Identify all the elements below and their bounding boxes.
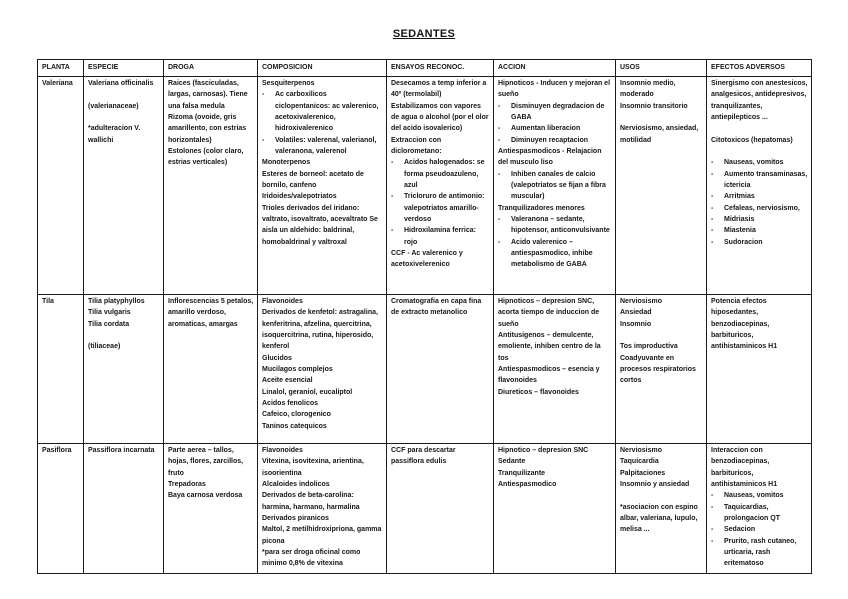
bullet-dash: - [498, 238, 501, 246]
paragraph: Esteres de borneol: acetato de bornilo, canfeno [262, 170, 364, 189]
spacer [88, 89, 160, 100]
bullet-dash: - [711, 503, 714, 511]
bullet-dash: - [711, 537, 714, 545]
cell-especie [84, 295, 164, 444]
paragraph: Parte aerea – tallos, hojas, flores, zarcillos, fruto [168, 447, 244, 477]
bullet-dash: - [711, 170, 714, 178]
paragraph: Flavonoides [262, 298, 303, 305]
bullet-dash: - [262, 136, 265, 144]
bullet-dash: - [498, 125, 501, 133]
paragraph: Vitexina, isovitexina, arientina, isoorientina [262, 458, 364, 477]
paragraph: Tranquilizadores menores [498, 204, 585, 212]
paragraph: Potencia efectos hiposedantes, benzodiacepinas, barbituricos, antihistaminicos H1 [711, 298, 778, 351]
cell-composicion [258, 77, 387, 295]
cell-planta [38, 295, 84, 444]
bullet-text: Taquicardias, prolongacion QT [724, 503, 780, 522]
bullet-dash: - [711, 193, 714, 201]
paragraph: Iridoides/valepotriatos [262, 193, 337, 201]
paragraph: Insomnio y ansiedad [620, 480, 690, 488]
bullet-item [498, 214, 612, 237]
paragraph: (valerianaceae) [88, 102, 139, 110]
paragraph: Coadyuvante en procesos respiratorios cortos [620, 354, 696, 385]
column-header-accion: ACCION [494, 60, 616, 77]
paragraph: Antiespasmodico [498, 480, 557, 488]
bullet-dash: - [498, 215, 501, 223]
sedantes-table [37, 59, 812, 574]
paragraph: Mucilagos complejos [262, 365, 333, 373]
paragraph: Nerviosismo, ansiedad, motilidad [620, 125, 699, 144]
paragraph: CCF para descartar passiflora edulis [391, 447, 456, 466]
bullet-dash: - [711, 526, 714, 534]
cell-droga [164, 295, 258, 444]
bullet-item [262, 135, 383, 158]
bullet-item [711, 225, 808, 236]
bullet-dash: - [711, 238, 714, 246]
spacer [620, 490, 703, 501]
bullet-dash: - [498, 136, 501, 144]
paragraph: Tilia cordata [88, 320, 130, 328]
paragraph: Cafeico, clorogenico [262, 411, 331, 419]
table-row [38, 77, 812, 295]
bullet-item [711, 490, 808, 501]
bullet-text: Disminuyen degradacion de GABA [511, 102, 605, 121]
bullet-text: Aumento transaminasas, ictericia [724, 170, 808, 189]
bullet-item [711, 169, 808, 192]
bullet-text: Acido valerenico – antiespasmodico, inhibe metabolismo de GABA [511, 238, 593, 269]
paragraph: Cromatografia en capa fina de extracto metanolico [391, 298, 482, 317]
cell-planta [38, 444, 84, 574]
bullet-item [711, 524, 808, 535]
bullet-dash: - [498, 102, 501, 110]
bullet-dash: - [711, 227, 714, 235]
paragraph: (tiliaceae) [88, 343, 121, 351]
paragraph: Baya carnosa verdosa [168, 492, 243, 500]
cell-ensayos [387, 295, 494, 444]
paragraph: Raices (fasciculadas, largas, carnosas). Tiene una falsa medula [168, 80, 248, 110]
bullet-item [262, 89, 383, 134]
bullet-item [711, 237, 808, 248]
bullet-item [391, 225, 490, 248]
spacer [711, 146, 808, 157]
bullet-item [391, 191, 490, 225]
cell-droga [164, 444, 258, 574]
paragraph: CCF - Ac valerenico y acetoxivelerenico [391, 249, 463, 269]
column-header-composicion: COMPOSICION [258, 60, 387, 77]
paragraph: Glucidos [262, 354, 292, 362]
paragraph: Taninos catequicos [262, 422, 327, 430]
bullet-text: Midriasis [724, 215, 755, 223]
spacer [711, 123, 808, 134]
bullet-item [711, 214, 808, 225]
cell-usos [616, 295, 707, 444]
paragraph: Extraccion con diclorometano: [391, 136, 442, 155]
paragraph: Derivados de beta-carolina: harmina, harmano, harmalina [262, 492, 360, 511]
bullet-text: Miastenia [724, 227, 756, 235]
bullet-item [711, 191, 808, 202]
paragraph: Hipnotico – depresion SNC [498, 447, 589, 454]
paragraph: Tilia platyphyllos [88, 298, 145, 305]
paragraph: Trepadoras [168, 480, 206, 488]
column-header-especie: ESPECIE [84, 60, 164, 77]
paragraph: Sinergismo con anestesicos, analgesicos, antidepresivos, tranquilizantes, antiepilepticos ... [711, 80, 808, 121]
paragraph: Hipnoticos - Inducen y mejoran el sueño [498, 80, 611, 99]
bullet-text: Prurito, rash cutaneo, urticaria, rash eritematoso [724, 537, 797, 568]
paragraph: Flavonoides [262, 447, 303, 454]
paragraph: Diureticos – flavonoides [498, 388, 579, 396]
column-header-efectos: EFECTOS ADVERSOS [707, 60, 812, 77]
paragraph: Derivados de kenfetol: astragalina, kenferitrina, afzelina, quercitrina, isoquercitrina, rutina, hiperosido, kenferol [262, 309, 378, 351]
spacer [88, 330, 160, 341]
paragraph: Linalol, geraniol, eucaliptol [262, 388, 353, 396]
paragraph: Nerviosismo [620, 447, 663, 454]
cell-ensayos [387, 77, 494, 295]
bullet-item [498, 123, 612, 134]
paragraph: Nerviosismo [620, 298, 663, 305]
cell-ensayos [387, 444, 494, 574]
paragraph: Antiespasmodicos – esencia y flavonoides [498, 365, 600, 385]
column-header-usos: USOS [616, 60, 707, 77]
bullet-text: Nauseas, vomitos [724, 492, 784, 500]
bullet-dash: - [391, 159, 394, 167]
bullet-dash: - [711, 492, 714, 500]
page-title: SEDANTES [392, 28, 456, 40]
paragraph: Pasiflora [42, 447, 72, 454]
paragraph: Inflorescencias 5 petalos, amarillo verdoso, aromaticas, amargas [168, 298, 254, 328]
bullet-text: Sedacion [724, 526, 756, 534]
cell-accion [494, 295, 616, 444]
bullet-item [498, 169, 612, 203]
paragraph: Estabilizamos con vapores de agua o alcohol (por el olor del acido isovalerico) [391, 102, 489, 133]
paragraph: Insomnio [620, 320, 652, 328]
bullet-dash: - [262, 91, 265, 99]
bullet-text: Acidos halogenados: se forma pseudoazuleno, azul [404, 159, 485, 189]
cell-usos [616, 77, 707, 295]
bullet-item [391, 157, 490, 191]
cell-composicion [258, 295, 387, 444]
column-header-planta: PLANTA [38, 60, 84, 77]
bullet-dash: - [711, 159, 714, 167]
paragraph: Insomnio transitorio [620, 102, 688, 110]
bullet-item [711, 502, 808, 525]
cell-efectos [707, 295, 812, 444]
paragraph: Ansiedad [620, 309, 652, 317]
paragraph: Sedante [498, 458, 526, 466]
bullet-text: Tricloruro de antimonio: valepotriatos amarillo-verdoso [404, 193, 485, 223]
cell-efectos [707, 444, 812, 574]
bullet-text: Aumentan liberacion [511, 125, 581, 133]
column-header-droga: DROGA [164, 60, 258, 77]
cell-composicion [258, 444, 387, 574]
bullet-text: Sudoracion [724, 238, 763, 246]
paragraph: Alcaloides indolicos [262, 480, 330, 488]
bullet-text: Hidroxilamina ferrica: rojo [404, 227, 476, 246]
paragraph: Trioles derivados del iridano: valtrato, isovaltrato, acevaltrato Se aisla un aldehido: baldrinal, homobaldrinal y valtroxal [262, 204, 378, 246]
paragraph: *adulteracion V. wallichi [88, 125, 141, 144]
paragraph: Tilia vulgaris [88, 309, 131, 317]
bullet-item [711, 536, 808, 570]
paragraph: Valeriana officinalis [88, 80, 154, 87]
paragraph: Interaccion con benzodiacepinas, barbituricos, antihistaminicos H1 [711, 447, 778, 488]
cell-droga [164, 77, 258, 295]
paragraph: Valeriana [42, 80, 73, 87]
cell-planta [38, 77, 84, 295]
bullet-text: Arritmias [724, 193, 755, 201]
bullet-dash: - [711, 204, 714, 212]
paragraph: Insomnio medio, moderado [620, 80, 676, 99]
bullet-dash: - [711, 215, 714, 223]
spacer [620, 112, 703, 123]
paragraph: Aceite esencial [262, 377, 313, 385]
paragraph: Taquicardia [620, 458, 659, 466]
paragraph: Acidos fenolicos [262, 399, 319, 407]
bullet-text: Nauseas, vomitos [724, 159, 784, 167]
table-header-row [38, 60, 812, 77]
spacer [620, 330, 703, 341]
table-row [38, 295, 812, 444]
paragraph: *asociacion con espino albar, valeriana, lupulo, melisa ... [620, 503, 698, 534]
paragraph: *para ser droga oficinal como minimo 0,8% de vitexina [262, 548, 361, 568]
paragraph: Tranquilizante [498, 469, 546, 477]
bullet-item [498, 101, 612, 124]
paragraph: Antiespasmodicos - Relajacion del musculo liso [498, 147, 602, 167]
bullet-item [498, 135, 612, 146]
paragraph: Passiflora incarnata [88, 447, 155, 454]
bullet-text: Inhiben canales de calcio (valepotriatos se fijan a fibra muscular) [511, 170, 606, 201]
paragraph: Desecamos a temp inferior a 40º (termolabil) [391, 80, 487, 99]
cell-especie [84, 77, 164, 295]
paragraph: Rizoma (ovoide, gris amarillento, con estrias horizontales) [168, 113, 247, 144]
bullet-item [498, 237, 612, 271]
cell-efectos [707, 77, 812, 295]
paragraph: Citotoxicos (hepatomas) [711, 136, 793, 144]
bullet-item [711, 203, 808, 214]
paragraph: Tos improductiva [620, 343, 678, 351]
bullet-text: Diminuyen recaptacion [511, 136, 589, 144]
bullet-text: Volatiles: valerenal, valerianol, valeranona, valerenol [275, 136, 377, 155]
paragraph: Antitusigenos – demulcente, emoliente, inhiben centro de la tos [498, 331, 601, 362]
column-header-ensayos: ENSAYOS RECONOC. [387, 60, 494, 77]
bullet-item [711, 157, 808, 168]
cell-accion [494, 444, 616, 574]
spacer [88, 112, 160, 123]
paragraph: Sesquiterpenos [262, 80, 315, 87]
bullet-dash: - [391, 227, 394, 235]
cell-usos [616, 444, 707, 574]
bullet-dash: - [391, 193, 394, 201]
bullet-text: Ac carboxilicos ciclopentanicos: ac valerenico, acetoxivalerenico, hidroxivalerenico [275, 91, 379, 133]
cell-especie [84, 444, 164, 574]
paragraph: Tila [42, 298, 54, 305]
bullet-text: Valeranona – sedante, hipotensor, anticonvulsivante [511, 215, 610, 235]
paragraph: Estolones (color claro, estrias verticales) [168, 147, 244, 167]
paragraph: Maltol, 2 metilhidroxipriona, gamma picona [262, 526, 382, 545]
paragraph: Palpitaciones [620, 469, 666, 477]
paragraph: Hipnoticos – depresion SNC, acorta tiempo de induccion de sueño [498, 298, 600, 328]
cell-accion [494, 77, 616, 295]
bullet-text: Cefaleas, nerviosismo, [724, 204, 800, 212]
bullet-dash: - [498, 170, 501, 178]
paragraph: Monoterpenos [262, 159, 311, 167]
paragraph: Derivados piranicos [262, 514, 329, 522]
table-row [38, 444, 812, 574]
